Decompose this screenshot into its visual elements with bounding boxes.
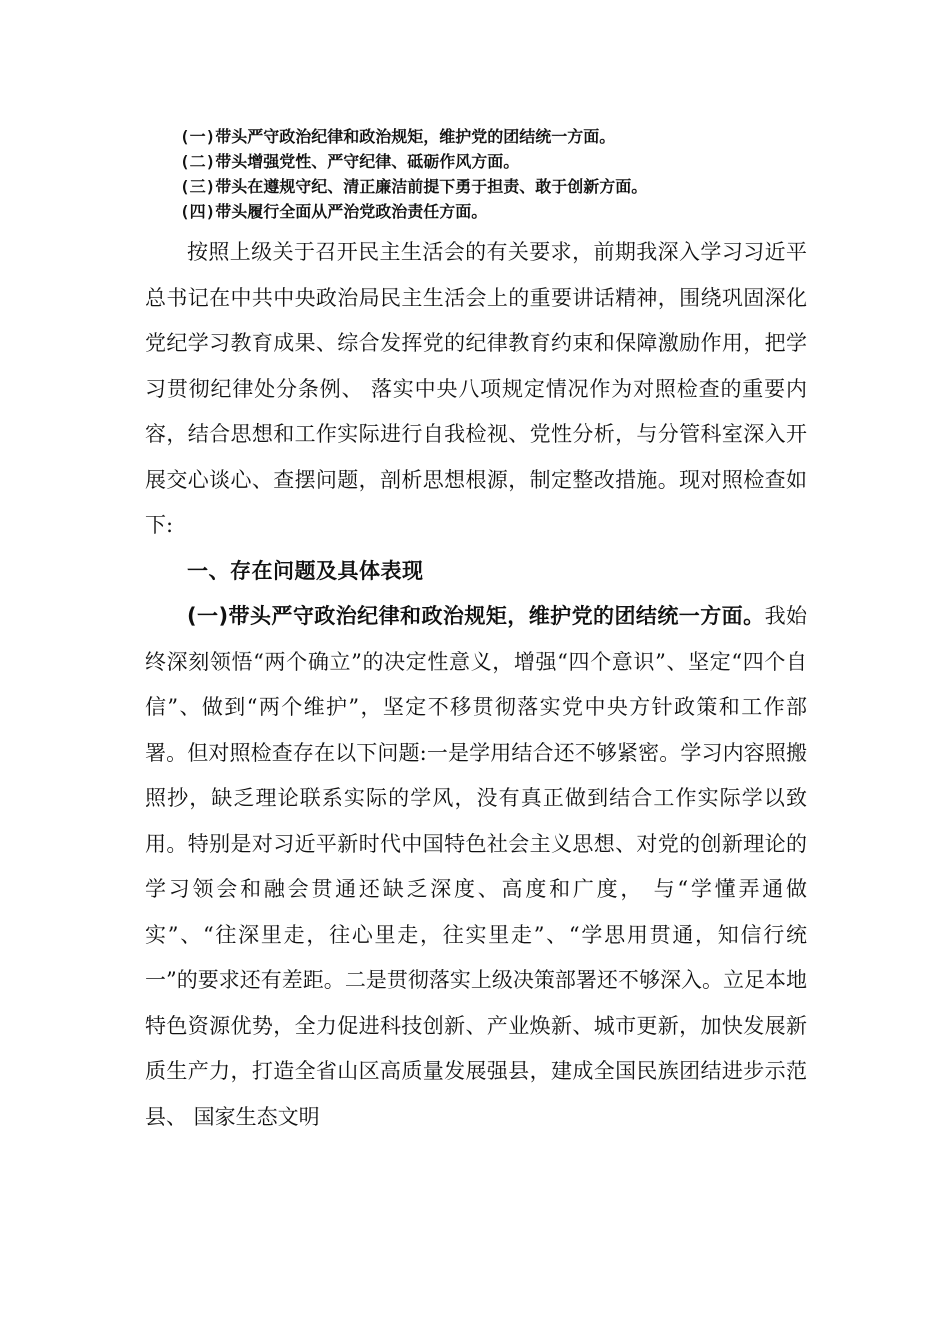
outline-item-4: (四)带头履行全面从严治党政治责任方面。 bbox=[180, 202, 488, 221]
outline-item-1: (一)带头严守政治纪律和政治规矩，维护党的团结统一方面。 bbox=[180, 127, 616, 146]
section-heading: 一、存在问题及具体表现 bbox=[187, 558, 424, 583]
outline-item-3: (三)带头在遵规守纪、清正廉洁前提下勇于担责、敢于创新方面。 bbox=[180, 177, 648, 196]
section-paragraph bbox=[145, 594, 807, 1140]
paragraph-text: 我始终深刻领悟“两个确立”的决定性意义，增强“四个意识”、坚定“四个自信”、做到“两个维护”，坚定不移贯彻落实党中央方针政策和工作部署。但对照检查存在以下问题:一是学用结合还不够紧密。学习内容照搬照抄，缺乏理论联系实际的学风，没有真正做到结合工作实际学以致用。特别是对习近平新时代中国特色社会主义思想、对党的创新理论的学习领会和融会贯通还缺乏深度、高度和广度， 与“学懂弄通做实”、“往深里走，往心里走，往实里走”、“学思用贯通，知信行统一”的要求还有差距。二是贯彻落实上级决策部署还不够深入。立足本地特色资源优势，全力促进科技创新、产业焕新、城市更新，加快发展新质生产力，打造全省山区高质量发展强县，建成全国民族团结进步示范县、 国家生态文明 bbox=[145, 604, 808, 1129]
outline-list bbox=[180, 124, 820, 224]
intro-paragraph: 按照上级关于召开民主生活会的有关要求，前期我深入学习习近平总书记在中共中央政治局民主生活会上的重要讲话精神，围绕巩固深化党纪学习教育成果、综合发挥党的纪律教育约束和保障激励作用，把学习贯彻纪律处分条例、 落实中央八项规定情况作为对照检查的重要内容，结合思想和工作实际进行自我检视、党性分析，与分管科室深入开展交心谈心、查摆问题，剖析思想根源，制定整改措施。现对照检查如下: bbox=[145, 240, 807, 537]
document-body bbox=[145, 230, 807, 1140]
paragraph-lead: (一)带头严守政治纪律和政治规矩，维护党的团结统一方面。 bbox=[187, 604, 765, 628]
outline-item-2: (二)带头增强党性、严守纪律、砥砺作风方面。 bbox=[180, 152, 520, 171]
